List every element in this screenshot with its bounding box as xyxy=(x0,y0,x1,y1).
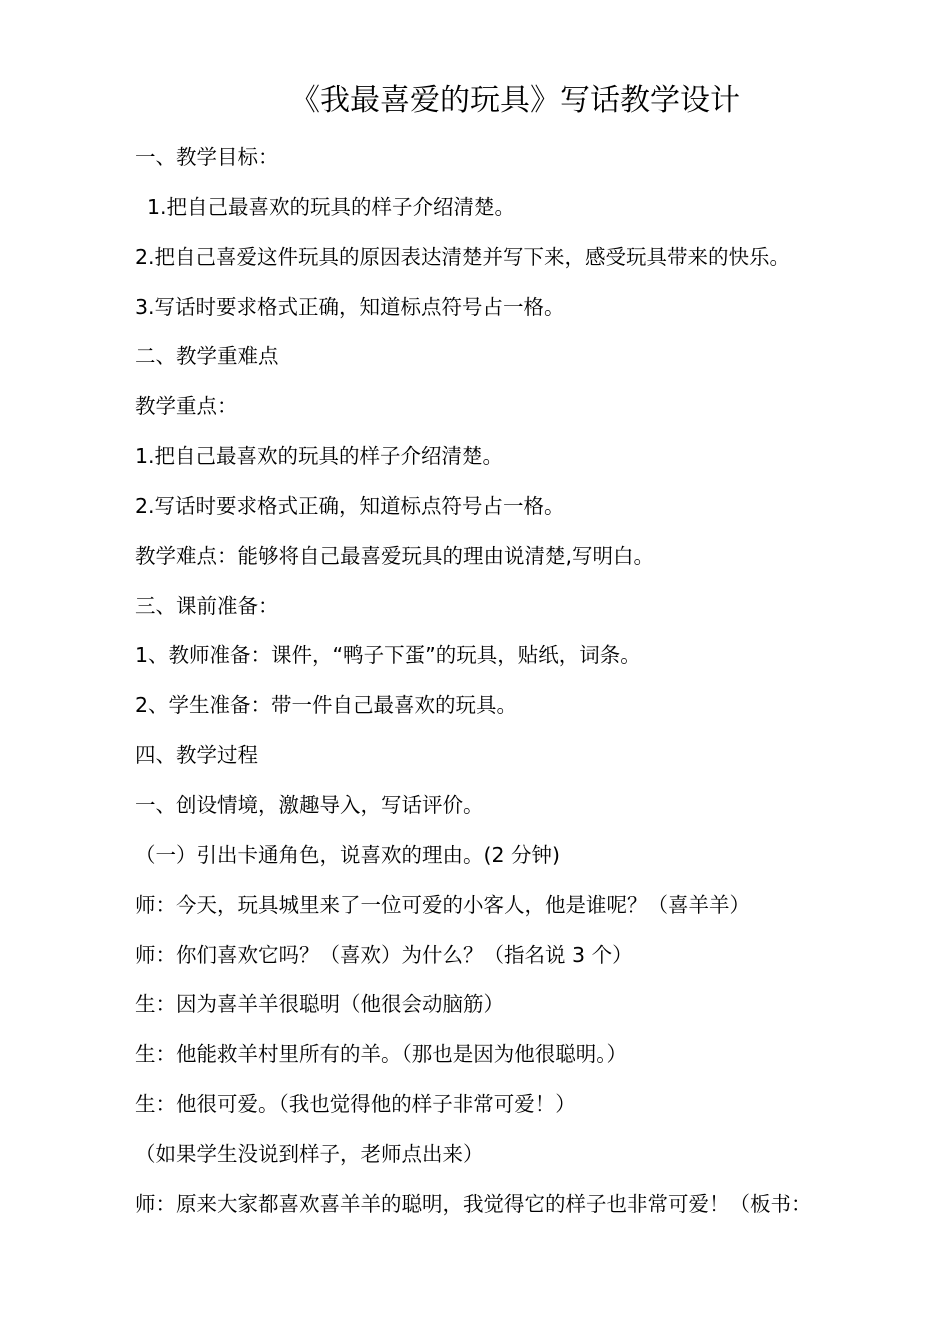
document-body xyxy=(135,133,895,1230)
heading-teaching-goals: 一、教学目标： xyxy=(135,145,279,169)
document-title: 《我最喜爱的玩具》写话教学设计 xyxy=(290,83,740,118)
student-preparation: 2、学生准备：带一件自己最喜欢的玩具。 xyxy=(135,693,518,718)
teacher-note: （如果学生没说到样子，老师点出来） xyxy=(135,1141,484,1166)
heading-key-difficult-points: 二、教学重难点 xyxy=(135,344,279,369)
heading-teaching-process: 四、教学过程 xyxy=(135,743,258,768)
goal-item-1: 1.把自己最喜欢的玩具的样子介绍清楚。 xyxy=(147,194,516,219)
process-step-1: 一、创设情境，激趣导入，写话评价。 xyxy=(135,792,484,817)
teacher-preparation: 1、教师准备：课件，“鸭子下蛋”的玩具，贴纸，词条。 xyxy=(135,643,641,668)
goal-item-3: 3.写话时要求格式正确，知道标点符号占一格。 xyxy=(135,294,565,319)
dialogue-line: 师：原来大家都喜欢喜羊羊的聪明，我觉得它的样子也非常可爱！（板书： xyxy=(135,1191,812,1216)
dialogue-line: 生：他很可爱。（我也觉得他的样子非常可爱！） xyxy=(135,1092,576,1117)
dialogue-line: 师：你们喜欢它吗？（喜欢）为什么？（指名说 3 个） xyxy=(135,942,633,967)
key-point-2: 2.写话时要求格式正确，知道标点符号占一格。 xyxy=(135,493,565,518)
dialogue-line: 师：今天，玩具城里来了一位可爱的小客人，他是谁呢？（喜羊羊） xyxy=(135,892,750,917)
process-substep-1: （一）引出卡通角色，说喜欢的理由。(2 分钟) xyxy=(135,842,561,867)
key-point-1: 1.把自己最喜欢的玩具的样子介绍清楚。 xyxy=(135,444,504,469)
goal-item-2: 2.把自己喜爱这件玩具的原因表达清楚并写下来，感受玩具带来的快乐。 xyxy=(135,244,791,269)
subheading-key-points: 教学重点： xyxy=(135,394,238,419)
dialogue-line: 生：他能救羊村里所有的羊。（那也是因为他很聪明。） xyxy=(135,1042,627,1067)
heading-preparation: 三、课前准备： xyxy=(135,593,279,618)
dialogue-line: 生：因为喜羊羊很聪明（他很会动脑筋） xyxy=(135,992,504,1017)
difficult-point: 教学难点：能够将自己最喜爱玩具的理由说清楚,写明白。 xyxy=(135,543,655,568)
